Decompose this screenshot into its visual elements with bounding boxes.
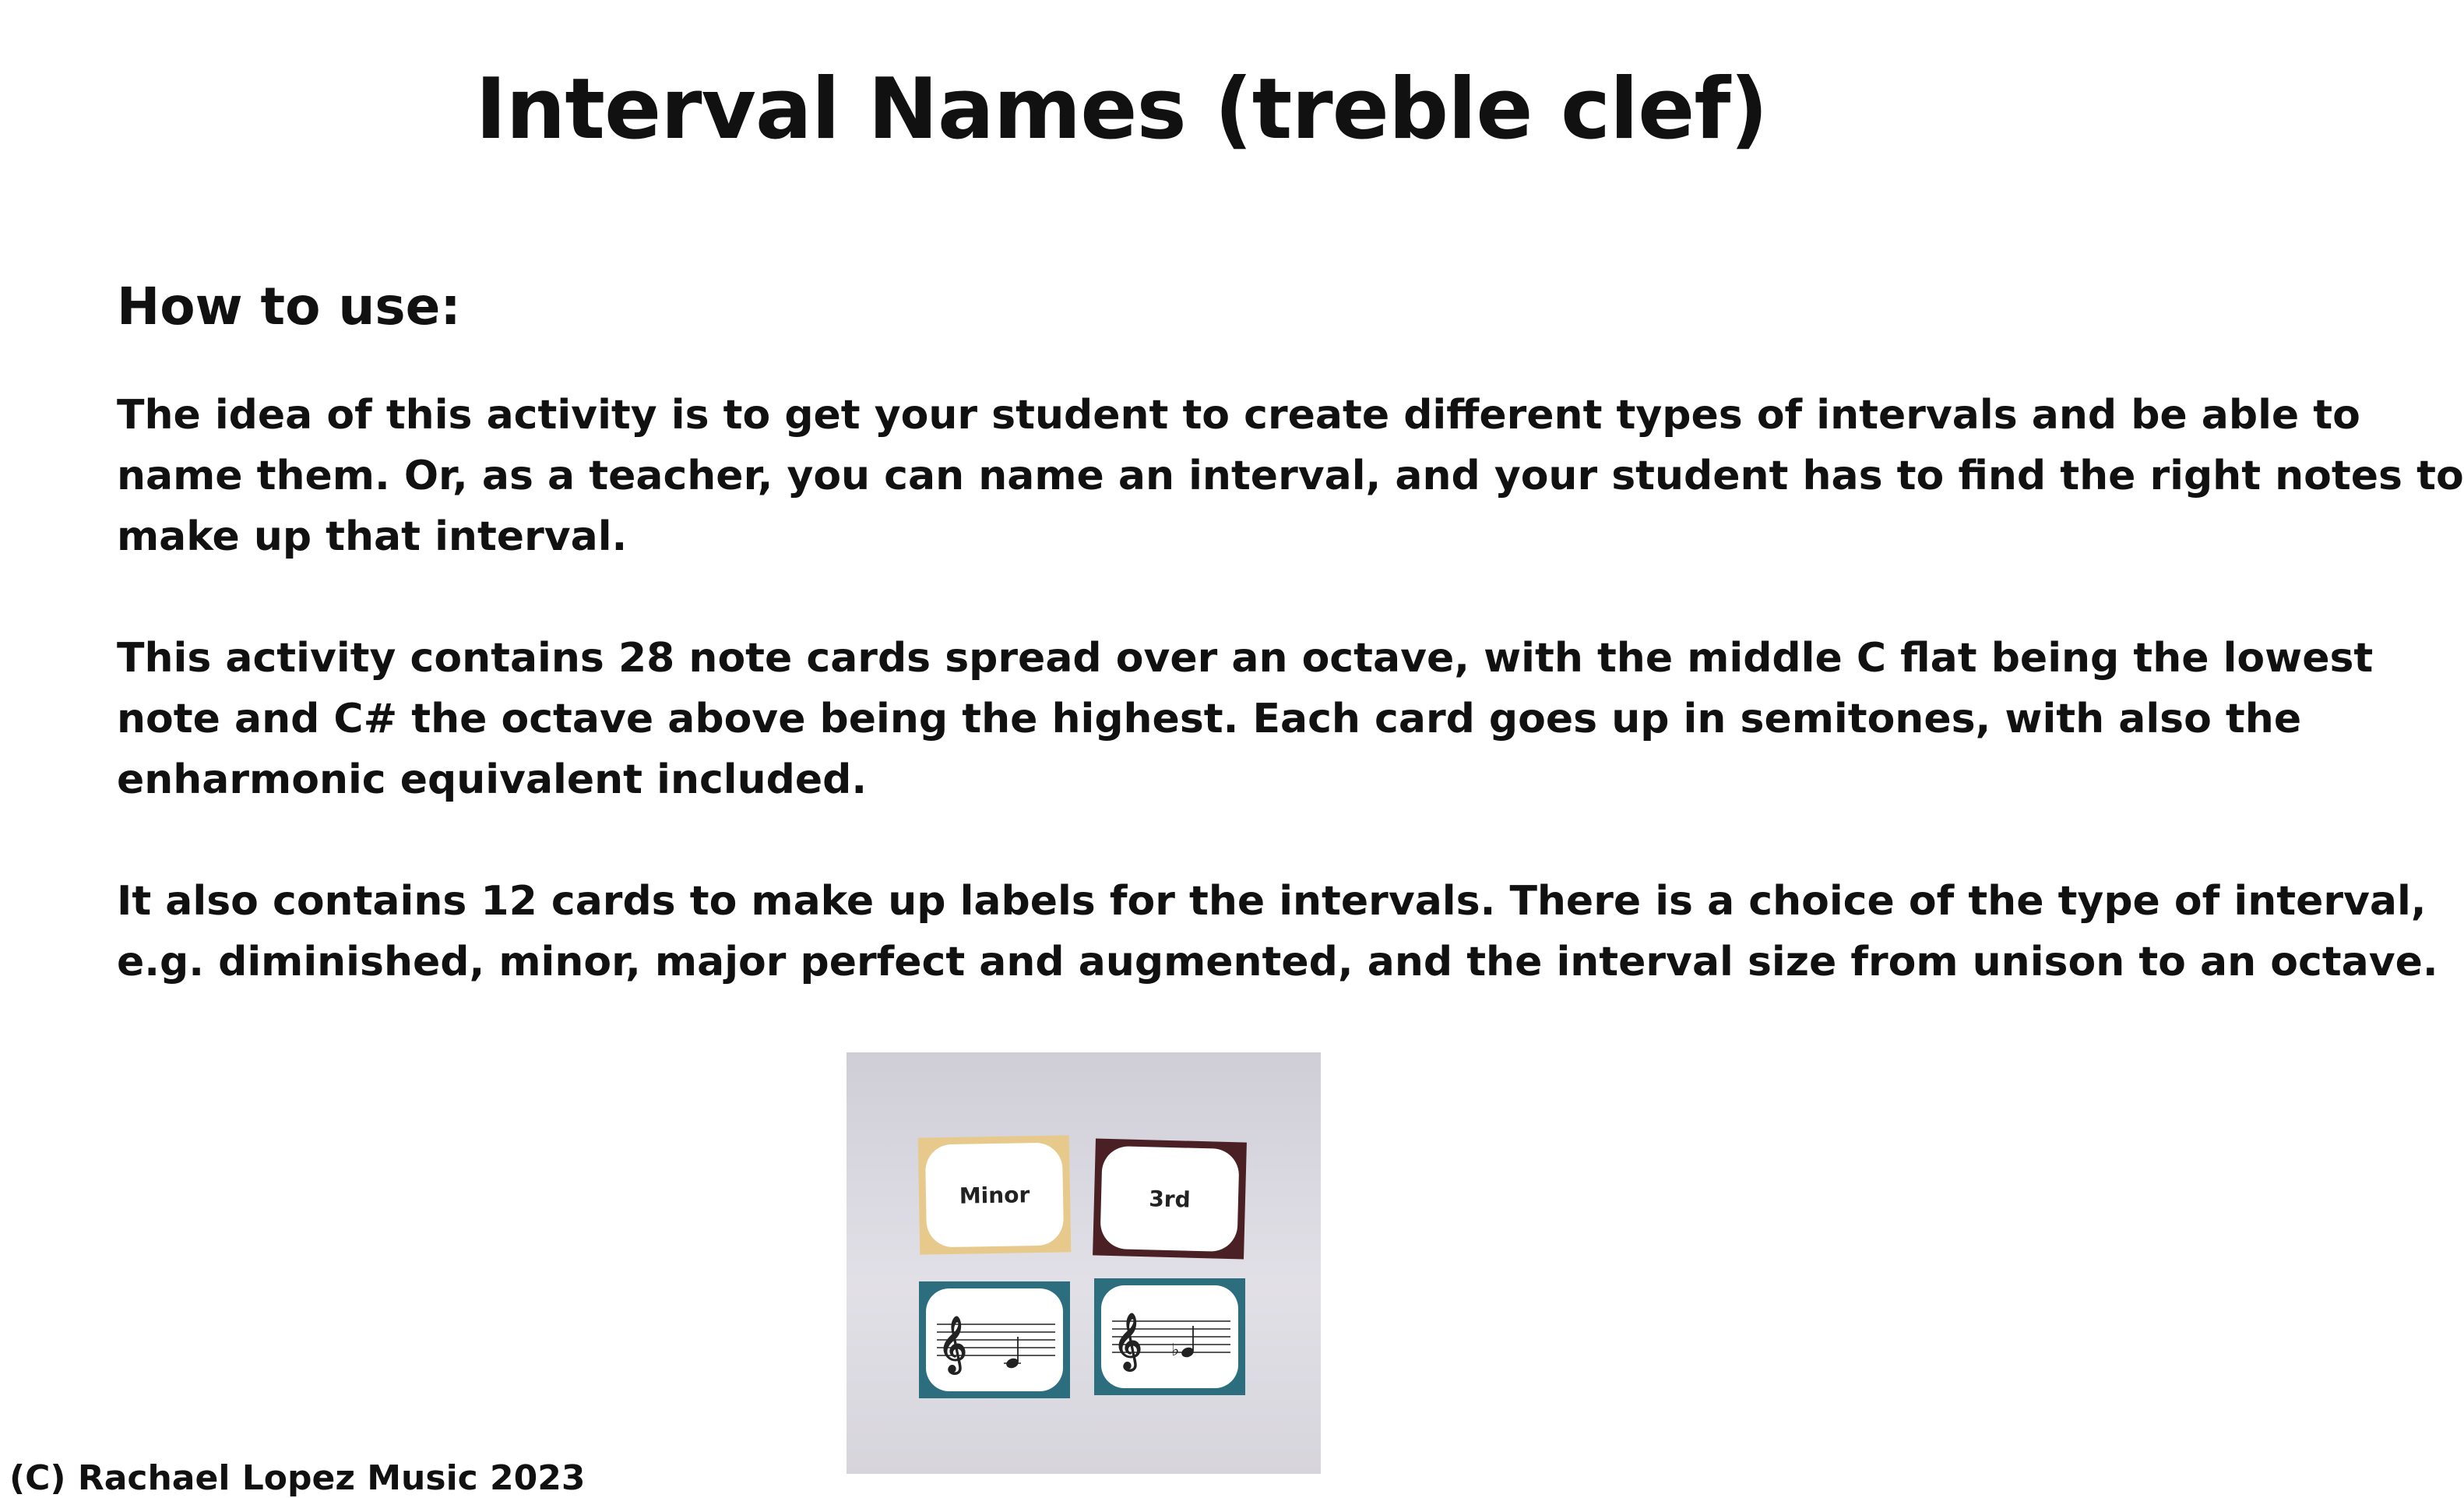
paragraph-line: make up that interval. — [117, 513, 628, 560]
paragraph-contents — [117, 628, 2374, 810]
note-card-c — [919, 1281, 1070, 1398]
label-card-minor — [918, 1135, 1072, 1254]
paragraph-line: e.g. diminished, minor, major perfect and augmented, and the interval size from unison to an octave. — [117, 939, 2438, 985]
svg-text:♭: ♭ — [1171, 1340, 1180, 1360]
paragraph-line: enharmonic equivalent included. — [117, 756, 868, 803]
svg-text:𝄞: 𝄞 — [938, 1315, 967, 1372]
paragraph-line: The idea of this activity is to get your student to create different types of intervals and be able to — [117, 392, 2360, 439]
paragraph-intro — [117, 385, 2464, 567]
paragraph-line: name them. Or, as a teacher, you can name an interval, and your student has to find the right notes to — [117, 453, 2464, 499]
treble-staff-icon — [926, 1288, 1063, 1391]
treble-staff-icon — [1101, 1285, 1238, 1388]
staff-area — [1101, 1285, 1238, 1388]
page-title: Interval Names (treble clef) — [475, 61, 1768, 158]
paragraph-line: note and C# the octave above being the highest. Each card goes up in semitones, with also the — [117, 696, 2302, 742]
activity-photo — [847, 1052, 1321, 1474]
copyright-footer: (C) Rachael Lopez Music 2023 — [9, 1458, 586, 1498]
note-card-e-flat — [1094, 1278, 1245, 1395]
staff-area — [926, 1288, 1063, 1391]
paragraph-line: It also contains 12 cards to make up labels for the intervals. There is a choice of the type of interval, — [117, 878, 2427, 925]
label-card-third — [1093, 1138, 1247, 1259]
how-to-use-heading: How to use: — [117, 277, 461, 337]
card-label: Minor — [925, 1142, 1064, 1247]
svg-text:𝄞: 𝄞 — [1114, 1312, 1142, 1369]
paragraph-labels — [117, 871, 2438, 992]
card-label: 3rd — [1100, 1146, 1239, 1253]
paragraph-line: This activity contains 28 note cards spread over an octave, with the middle C flat being the lowest — [117, 635, 2374, 682]
